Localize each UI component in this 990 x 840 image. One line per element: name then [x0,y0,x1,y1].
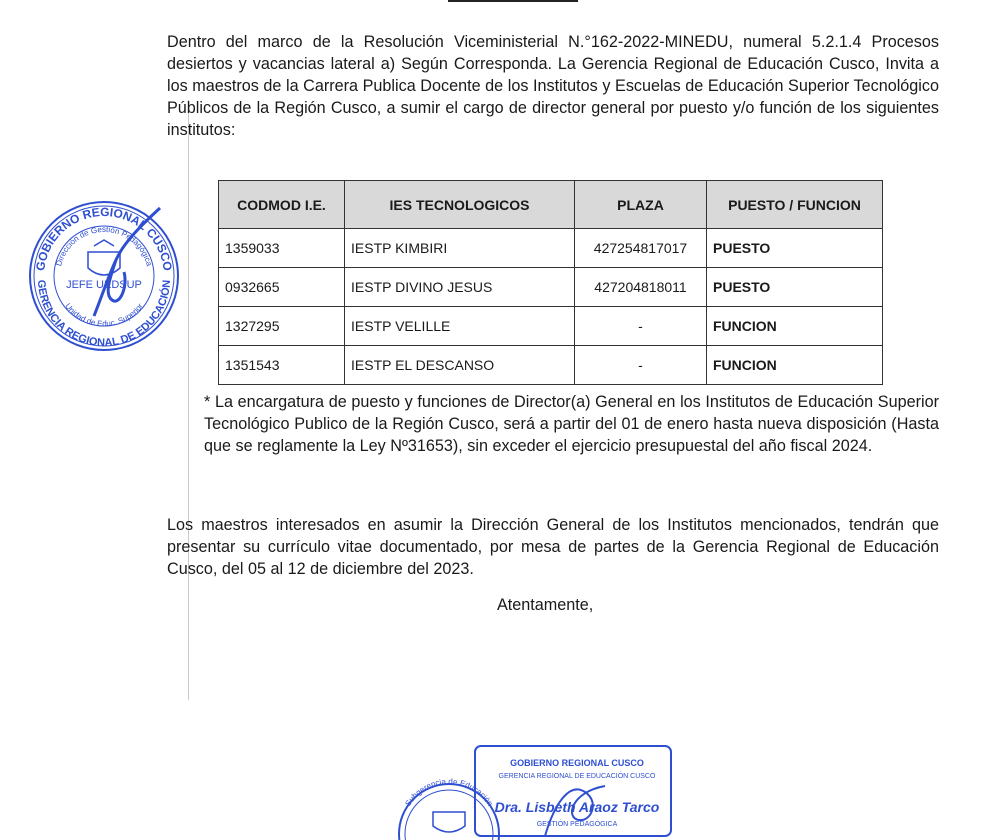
cell-plaza: 427204818011 [575,268,707,307]
application-paragraph: Los maestros interesados en asumir la Dirección General de los Institutos mencionados, tendrán que presentar su currículo vitae documentado, por mesa de partes de la Gerencia Regional de Educación Cusco, del 05 al 12 de diciembre del 2023. [167,516,939,578]
table-row [219,229,883,268]
cell-puesto: PUESTO [707,268,883,307]
header-plaza: PLAZA [575,181,707,229]
seal-outer-text: GOBIERNO REGIONAL CUSCO [33,204,175,272]
director-seal-stamp [395,742,675,840]
header-ies: IES TECNOLOGICOS [345,181,575,229]
seal-lower-text: Unidad de Educ. Superior [63,301,145,329]
table-row [219,307,883,346]
title-underline [448,0,578,2]
cell-codmod: 1351543 [219,346,345,385]
round-seal-text: Subgerencia de Educación [403,776,495,808]
seal-inner-text: Dirección de Gestión Pedagógica [54,224,154,268]
margin-line [188,100,189,700]
intro-paragraph: Dentro del marco de la Resolución Viceministerial N.°162-2022-MINEDU, numeral 5.2.1.4 Procesos desiertos y vacancias lateral a) Según Corresponda. La Gerencia Regional de Educación Cusco, Invita a los maestros de la Carrera Publica Docente de los Institutos y Escuelas de Educación Superior Tecnológico Públicos de la Región Cusco, a sumir el cargo de director general por puesto y/o función de los siguientes institutos: [167,33,939,139]
cell-puesto: FUNCION [707,307,883,346]
note-paragraph: * La encargatura de puesto y funciones de Director(a) General en los Institutos de Educación Superior Tecnológico Publico de la Región Cusco, será a partir del 01 de enero hasta nueva disposición (Hasta que se reglamente la Ley Nº31653), sin exceder el ejercicio presupuestal del año fiscal 2024. [204,393,939,455]
cell-ies: IESTP DIVINO JESUS [345,268,575,307]
seal-bottom-text: GERENCIA REGIONAL DE EDUCACIÓN [34,279,174,350]
table-row [219,346,883,385]
cell-ies: IESTP EL DESCANSO [345,346,575,385]
seal-line3: GESTIÓN PEDAGÓGICA [536,821,618,828]
cell-codmod: 0932665 [219,268,345,307]
svg-text:Dirección de Gestión Pedagógic [54,225,154,268]
cell-codmod: 1327295 [219,307,345,346]
cell-codmod: 1359033 [219,229,345,268]
header-codmod: CODMOD I.E. [219,181,345,229]
cell-plaza: - [575,307,707,346]
header-puesto: PUESTO / FUNCION [707,181,883,229]
official-seal-stamp [24,196,184,356]
seal-name: Dra. Lisbeth Araoz Tarco [494,799,660,815]
cell-puesto: PUESTO [707,229,883,268]
institutes-table [218,180,883,385]
table-header-row [219,181,883,229]
svg-text:Unidad de Educ. Superior [63,301,145,328]
cell-ies: IESTP KIMBIRI [345,229,575,268]
cell-plaza: - [575,346,707,385]
coat-of-arms-icon [88,240,120,275]
cell-plaza: 427254817017 [575,229,707,268]
seal-center-text: JEFE UEDSUP [66,279,142,291]
table-row [219,268,883,307]
seal-line1: GOBIERNO REGIONAL CUSCO [510,758,644,768]
closing-text: Atentamente, [497,596,594,614]
seal-line2: GERENCIA REGIONAL DE EDUCACIÓN CUSCO [498,773,656,780]
cell-puesto: FUNCION [707,346,883,385]
cell-ies: IESTP VELILLE [345,307,575,346]
coat-of-arms-icon [433,812,465,832]
